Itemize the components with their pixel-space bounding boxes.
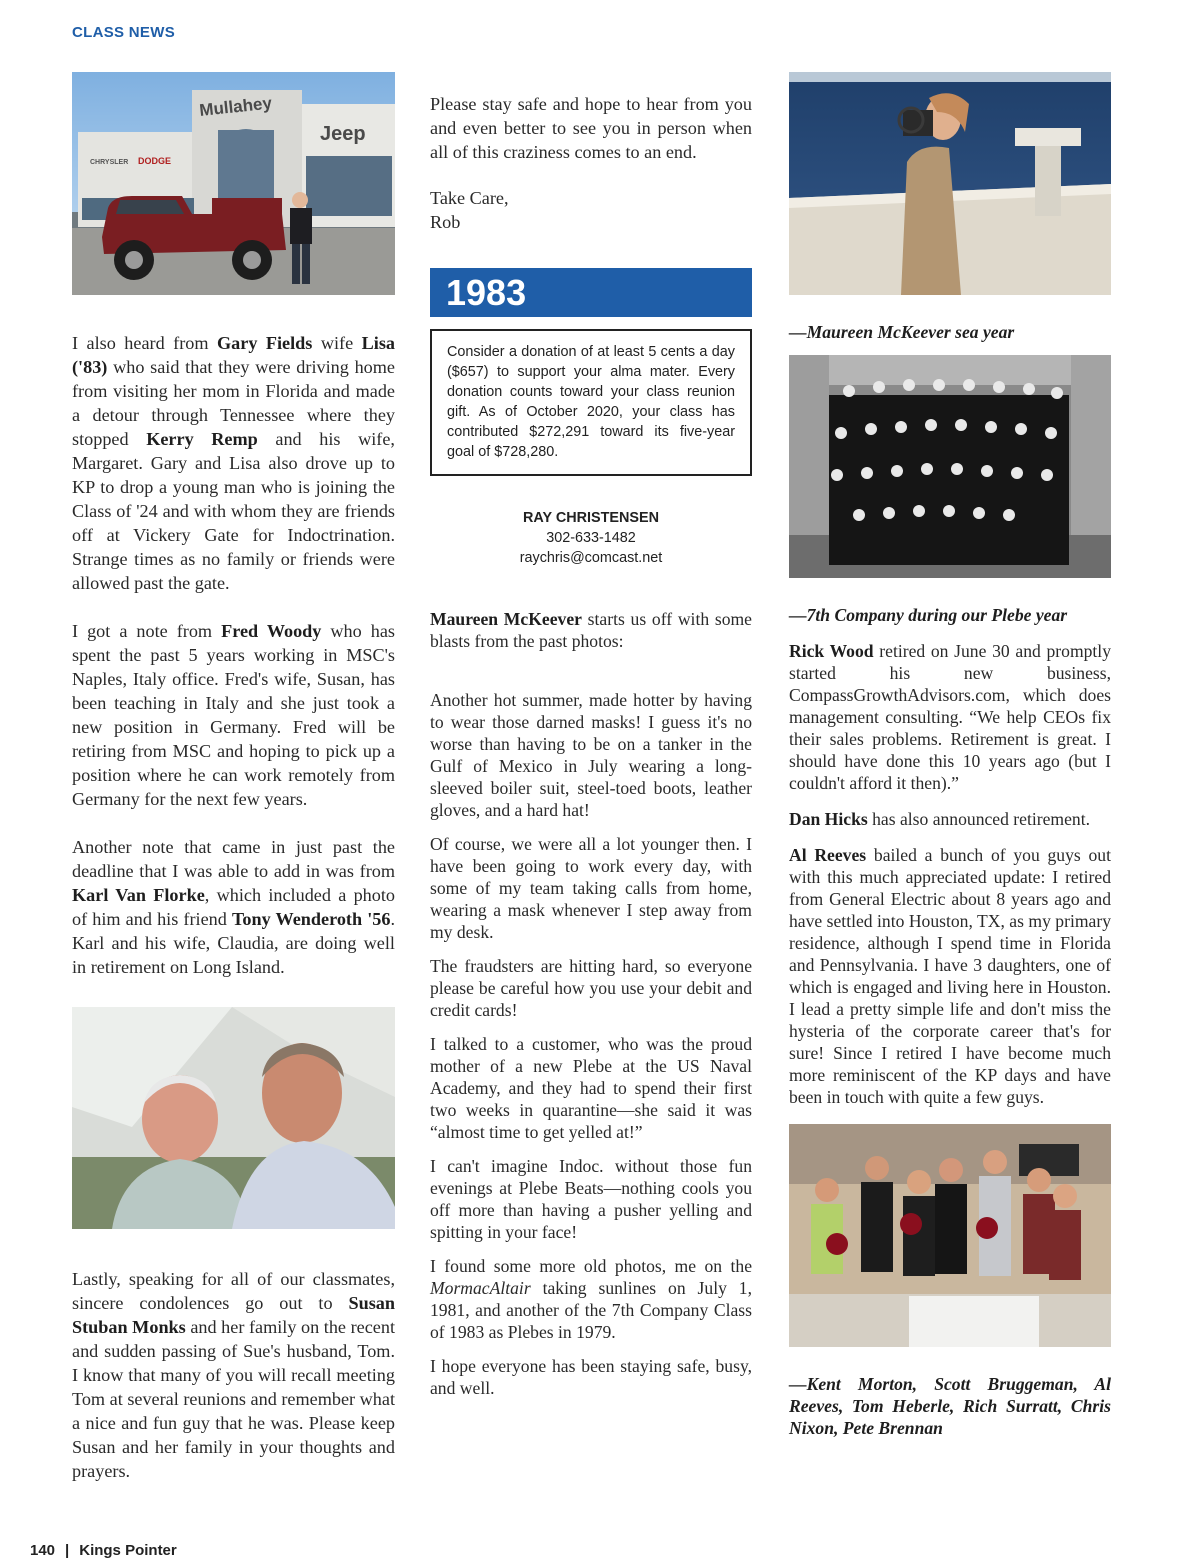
paragraph-younger-then: Of course, we were all a lot younger then. I have been going to work every day, with some of my team taking calls from home, wearing a mask whenever I step away from my desk.: [430, 834, 752, 942]
sign-mullahey: Mullahey: [198, 93, 273, 120]
paragraph-plebe-customer: I talked to a customer, who was the proud mother of a new Plebe at the US Naval Academy, and they had to spend their first two weeks in quarantine—she said it was “almost time to get yelled at!”: [430, 1034, 752, 1142]
signoff: [430, 186, 752, 234]
footer-separator: |: [65, 1542, 70, 1559]
section-header: CLASS NEWS: [72, 24, 176, 41]
caption-7th-company: —7th Company during our Plebe year: [789, 605, 1068, 625]
paragraph-karl-van-florke: Another note that came in just past the deadline that I was able to add in was from Karl Van Florke, which included a photo of him and his friend Tony Wenderoth '56. Karl and his wife, Claudia, are doing well in retirement on Long Island.: [72, 837, 395, 977]
donation-box: Consider a donation of at least 5 cents a day ($657) to support your alma mater. Every donation counts toward your class reunion gift. As of October 2020, your class has contributed $272,291 toward its five-year goal of $728,280.: [430, 329, 752, 476]
sign-dodge: DODGE: [138, 156, 172, 166]
paragraph-hot-summer: Another hot summer, made hotter by having to wear those darned masks! I guess it's no worse than having to be on a tanker in the Gulf of Mexico in July wearing a long-sleeved boiler suit, steel-toed boots, leather gloves, and a hard hat!: [430, 690, 752, 820]
paragraph-gary-fields: I also heard from Gary Fields wife Lisa ('83) who said that they were driving home from visiting her mom in Florida and made a detour through Tennessee where they stopped Kerry Remp and his wife, Margaret. Gary and Lisa also drove up to KP to drop a young man who is joining the Class of '24 and with whom they are friends off at Vickery Gate for Indoctrination. Strange times as no family or friends were allowed past the gate.: [72, 333, 395, 593]
paragraph-fraudsters: The fraudsters are hitting hard, so everyone please be careful how you use your debit and credit cards!: [430, 956, 752, 1020]
page-footer: [30, 1542, 177, 1559]
contact-email[interactable]: raychris@comcast.net: [519, 550, 663, 566]
paragraph-maureen-intro: Maureen McKeever starts us off with some blasts from the past photos:: [430, 609, 752, 651]
class-year-banner: 1983: [430, 268, 752, 317]
sign-chrysler: CHRYSLER: [90, 159, 129, 166]
seventh-company-photo: [789, 355, 1111, 578]
paragraph-condolences: Lastly, speaking for all of our classmates, sincere condolences go out to Susan Stuban Monks and her family on the recent and sudden passing of Sue's husband, Tom. I know that many of you will recall meeting Tom at several reunions and remember what a nice and fun guy that he was. Please keep Susan and her family in your thoughts and prayers.: [72, 1269, 395, 1481]
caption-sea-year: —Maureen McKeever sea year: [789, 322, 1015, 342]
class-contact: [430, 508, 752, 568]
bowling-group-photo: [789, 1124, 1111, 1347]
paragraph-old-photos: I found some more old photos, me on the MormacAltair taking sunlines on July 1, 1981, and another of the 7th Company Class of 1983 as Plebes in 1979.: [430, 1256, 752, 1342]
sea-year-photo: [789, 72, 1111, 295]
publication-name: Kings Pointer: [79, 1542, 177, 1559]
paragraph-al-reeves: Al Reeves bailed a bunch of you guys out with this much appreciated update: I retired from General Electric about 8 years ago and have settled into Houston, TX, as my primary residence, although I spend time in Florida and Pennsylvania. I have 3 daughters, one of which is engaged and living here in Houston. I lead a pretty simple life and don't miss the hysteria of the corporate career that's for sure! Since I retired I have become much more reminiscent of the KP days and have been in touch with quite a few guys.: [789, 845, 1111, 1107]
paragraph-fred-woody: I got a note from Fred Woody who has spent the past 5 years working in MSC's Naples, Italy office. Fred's wife, Susan, has been teaching in Italy and she just took a new position in Germany. Fred will be retiring from MSC and hoping to pick up a position where he can work remotely from Germany for the next few years.: [72, 621, 395, 809]
karl-tony-photo: [72, 1007, 395, 1229]
contact-name: RAY CHRISTENSEN: [523, 510, 659, 526]
page-number: 140: [30, 1542, 56, 1559]
paragraph-stay-safe: Please stay safe and hope to hear from you and even better to see you in person when all of this craziness comes to an end.: [430, 94, 752, 162]
paragraph-rick-wood: Rick Wood retired on June 30 and promptly started his new business, CompassGrowthAdvisors.com, which does management consulting. “We help CEOs fix their sales problems. Retirement is great. I should have done this 10 years ago (but I couldn't afford it then).”: [789, 641, 1111, 793]
right-column: [789, 72, 1111, 1439]
caption-bowling-group: —Kent Morton, Scott Bruggeman, Al Reeves, Tom Heberle, Rich Surratt, Chris Nixon, Pete Brennan: [789, 1374, 1111, 1438]
contact-phone: 302-633-1482: [546, 530, 636, 546]
middle-column: [430, 92, 752, 1399]
paragraph-indoc: I can't imagine Indoc. without those fun evenings at Plebe Beats—nothing cools you off more than having a pusher yelling and spitting in your face!: [430, 1156, 752, 1242]
paragraph-dan-hicks: Dan Hicks has also announced retirement.: [789, 809, 1090, 829]
sign-jeep: Jeep: [320, 123, 366, 145]
signoff-line-1: Take Care,: [430, 188, 509, 208]
paragraph-stay-safe-closing: I hope everyone has been staying safe, busy, and well.: [430, 1356, 752, 1398]
left-column: [72, 72, 395, 1483]
signoff-line-2: Rob: [430, 212, 461, 232]
dealership-photo: [72, 72, 395, 295]
